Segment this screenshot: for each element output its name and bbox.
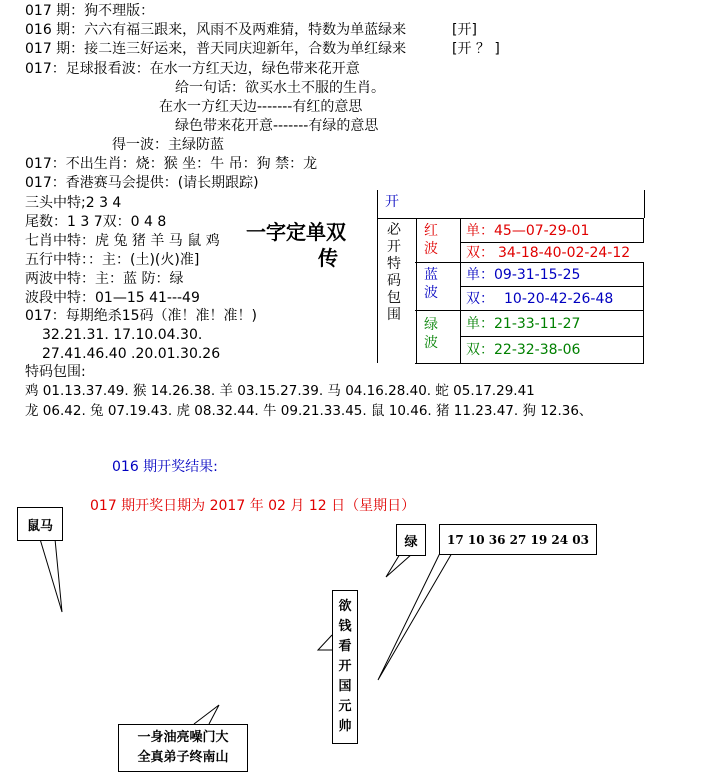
grid-row: 双： 34-18-40-02-24-12: [466, 245, 631, 261]
pick-tail: 尾数：1 3 7双：0 4 8: [25, 214, 167, 230]
grid-row: 双： 10-20-42-26-48: [466, 291, 614, 307]
callout-vertical: 欲钱看开国元帅: [332, 590, 358, 744]
side-char: 包: [387, 290, 401, 306]
big-title-2: 传: [318, 246, 338, 270]
pick-seven: 七肖中特：虎 兔 猪 羊 马 鼠 鸡: [25, 233, 220, 249]
grid-row: 双：22-32-38-06: [466, 342, 581, 358]
result-label: 016 期开奖结果:: [112, 459, 218, 475]
side-char: 围: [387, 307, 401, 323]
wave-green: 绿波: [424, 317, 438, 351]
side-char: 开: [387, 239, 401, 255]
side-char: 码: [387, 273, 401, 289]
callout-rat-horse: 鼠马: [17, 507, 63, 541]
header-line-2-tag: [开]: [452, 22, 477, 38]
grid-open-label: 开: [385, 194, 399, 210]
callout-bottom: [118, 724, 248, 772]
callout-bottom-line-1: 一身油亮噪门大: [137, 730, 229, 745]
big-title-1: 一字定单双: [246, 220, 346, 244]
header-line-3-tag: [开 ？ ]: [452, 41, 500, 57]
football-line-1: 017：足球报看波：在水一方红天边，绿色带来花开意: [25, 61, 360, 77]
zodiac-line: 017：不出生肖：烧：猴 坐：牛 吊：狗 禁：龙: [25, 156, 318, 172]
pick-five: 五行中特：：主：(土)(火)准]: [25, 252, 200, 268]
grid-row: 单：09-31-15-25: [466, 267, 581, 283]
header-line-3: 017 期：接二连三好运来，普天同庆迎新年，合数为单红绿来: [25, 41, 407, 57]
callout-numbers: 17 10 36 27 19 24 03: [439, 524, 597, 555]
header-line-2: 016 期：六六有福三跟来，风雨不及两难猜，特数为单蓝绿来: [25, 22, 407, 38]
draw-date: 017 期开奖日期为 2017 年 02 月 12 日（星期日）: [90, 498, 416, 514]
callout-green: 绿: [396, 524, 426, 556]
package-row-2: 龙 06.42. 兔 07.19.43. 虎 08.32.44. 牛 09.21.33.45. 鼠 10.46. 猪 11.23.47. 狗 12.36、: [25, 403, 593, 419]
pick-kill: 017：每期绝杀15码（准！准！准！): [25, 308, 257, 324]
package-row-1: 鸡 01.13.37.49. 猴 14.26.38. 羊 03.15.27.39. 马 04.16.28.40. 蛇 05.17.29.41: [25, 383, 535, 399]
wave-blue: 蓝波: [424, 267, 438, 301]
side-char: 必: [387, 222, 401, 238]
header-line-1: 017 期：狗不理版：: [25, 3, 155, 19]
pick-head: 三头中特;2 3 4: [25, 195, 122, 211]
package-title: 特码包围:: [25, 364, 86, 380]
football-line-5: 得一波：主绿防蓝: [112, 137, 224, 153]
grid-row: 单：45—07-29-01: [466, 223, 590, 239]
wave-red: 红波: [424, 223, 438, 257]
football-line-2: 给一句话：欲买水土不服的生肖。: [175, 80, 385, 96]
grid-row: 单：21-33-11-27: [466, 316, 581, 332]
provider-line: 017：香港赛马会提供：(请长期跟踪): [25, 175, 259, 191]
football-line-4: 绿色带来花开意-------有绿的意思: [175, 118, 379, 134]
pick-kill-row-1: 32.21.31. 17.10.04.30.: [42, 327, 203, 343]
callout-bottom-line-2: 全真弟子终南山: [137, 750, 229, 765]
pick-two: 两波中特：主：蓝 防：绿: [25, 271, 184, 287]
pick-kill-row-2: 27.41.46.40 .20.01.30.26: [42, 346, 221, 362]
pick-range: 波段中特：01—15 41---49: [25, 290, 200, 306]
football-line-3: 在水一方红天边-------有红的意思: [159, 99, 363, 115]
side-char: 特: [387, 256, 401, 272]
